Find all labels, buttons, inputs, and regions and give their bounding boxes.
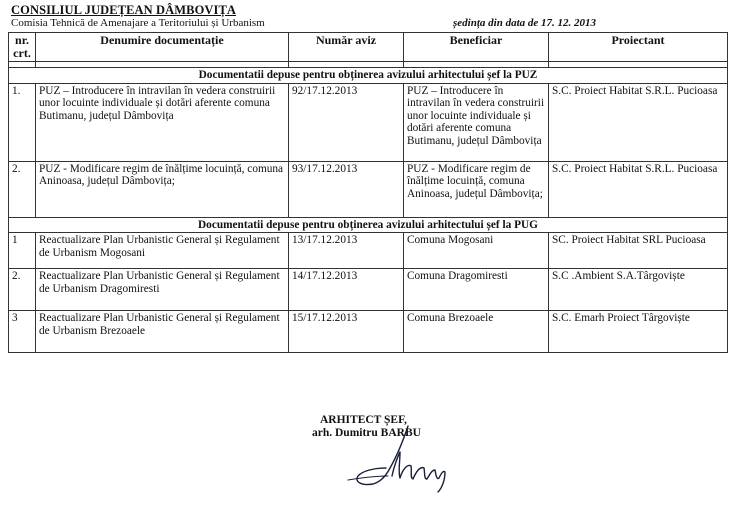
cell-nr: 1. bbox=[9, 83, 36, 161]
cell-aviz: 15/17.12.2013 bbox=[289, 311, 404, 353]
table-row bbox=[9, 83, 728, 161]
cell-beneficiar: PUZ - Modificare regim de înălțime locuință, comuna Aninoasa, județul Dâmbovița; bbox=[404, 161, 549, 217]
table-row bbox=[9, 269, 728, 311]
cell-aviz: 92/17.12.2013 bbox=[289, 83, 404, 161]
cell-denumire: Reactualizare Plan Urbanistic General și Regulament de Urbanism Mogosani bbox=[36, 233, 289, 269]
table-row bbox=[9, 233, 728, 269]
table-header-row bbox=[9, 33, 728, 62]
signature-title: ARHITECT ȘEF, bbox=[320, 414, 407, 426]
col-header-denumire: Denumire documentație bbox=[36, 33, 289, 62]
section-title-pug bbox=[9, 217, 728, 233]
cell-proiectant: S.C. Proiect Habitat S.R.L. Pucioasa bbox=[549, 161, 728, 217]
cell-denumire: PUZ - Modificare regim de înălțime locuință, comuna Aninoasa, județul Dâmbovița; bbox=[36, 161, 289, 217]
section-title-puz bbox=[9, 68, 728, 84]
cell-denumire: PUZ – Introducere în intravilan în vedera construirii unor locuinte individuale și dotări aferente comuna Butimanu, județul Dâmbovița bbox=[36, 83, 289, 161]
handwritten-signature bbox=[340, 424, 460, 494]
col-header-proiectant: Proiectant bbox=[549, 33, 728, 62]
cell-proiectant: S.C. Proiect Habitat S.R.L. Pucioasa bbox=[549, 83, 728, 161]
cell-aviz: 13/17.12.2013 bbox=[289, 233, 404, 269]
cell-beneficiar: PUZ – Introducere în intravilan în vedera construirii unor locuinte individuale și dotări aferente comuna Butimanu, județul Dâmbovița bbox=[404, 83, 549, 161]
cell-proiectant: SC. Proiect Habitat SRL Pucioasa bbox=[549, 233, 728, 269]
cell-aviz: 14/17.12.2013 bbox=[289, 269, 404, 311]
commission-name: Comisia Tehnică de Amenajare a Teritoriului și Urbanism bbox=[11, 17, 265, 29]
table-row bbox=[9, 311, 728, 353]
cell-beneficiar: Comuna Brezoaele bbox=[404, 311, 549, 353]
cell-nr: 2. bbox=[9, 161, 36, 217]
col-header-beneficiar: Beneficiar bbox=[404, 33, 549, 62]
cell-denumire: Reactualizare Plan Urbanistic General și Regulament de Urbanism Brezoaele bbox=[36, 311, 289, 353]
cell-nr: 1 bbox=[9, 233, 36, 269]
section-title: Documentatii depuse pentru obținerea avizului arhitectului șef la PUG bbox=[9, 217, 728, 233]
signature-name: arh. Dumitru BARBU bbox=[312, 427, 421, 439]
col-header-aviz: Număr aviz bbox=[289, 33, 404, 62]
cell-nr: 3 bbox=[9, 311, 36, 353]
col-header-nr: nr. crt. bbox=[9, 33, 36, 62]
cell-beneficiar: Comuna Mogosani bbox=[404, 233, 549, 269]
cell-proiectant: S.C. Emarh Proiect Târgoviște bbox=[549, 311, 728, 353]
documentation-table bbox=[8, 32, 728, 353]
cell-nr: 2. bbox=[9, 269, 36, 311]
table-row bbox=[9, 161, 728, 217]
session-date: ședința din data de 17. 12. 2013 bbox=[453, 17, 597, 29]
cell-beneficiar: Comuna Dragomiresti bbox=[404, 269, 549, 311]
cell-aviz: 93/17.12.2013 bbox=[289, 161, 404, 217]
cell-proiectant: S.C .Ambient S.A.Târgoviște bbox=[549, 269, 728, 311]
section-title: Documentatii depuse pentru obținerea avizului arhitectului șef la PUZ bbox=[9, 68, 728, 84]
cell-denumire: Reactualizare Plan Urbanistic General și Regulament de Urbanism Dragomiresti bbox=[36, 269, 289, 311]
organization-title: CONSILIUL JUDEȚEAN DÂMBOVIȚA bbox=[11, 3, 237, 17]
